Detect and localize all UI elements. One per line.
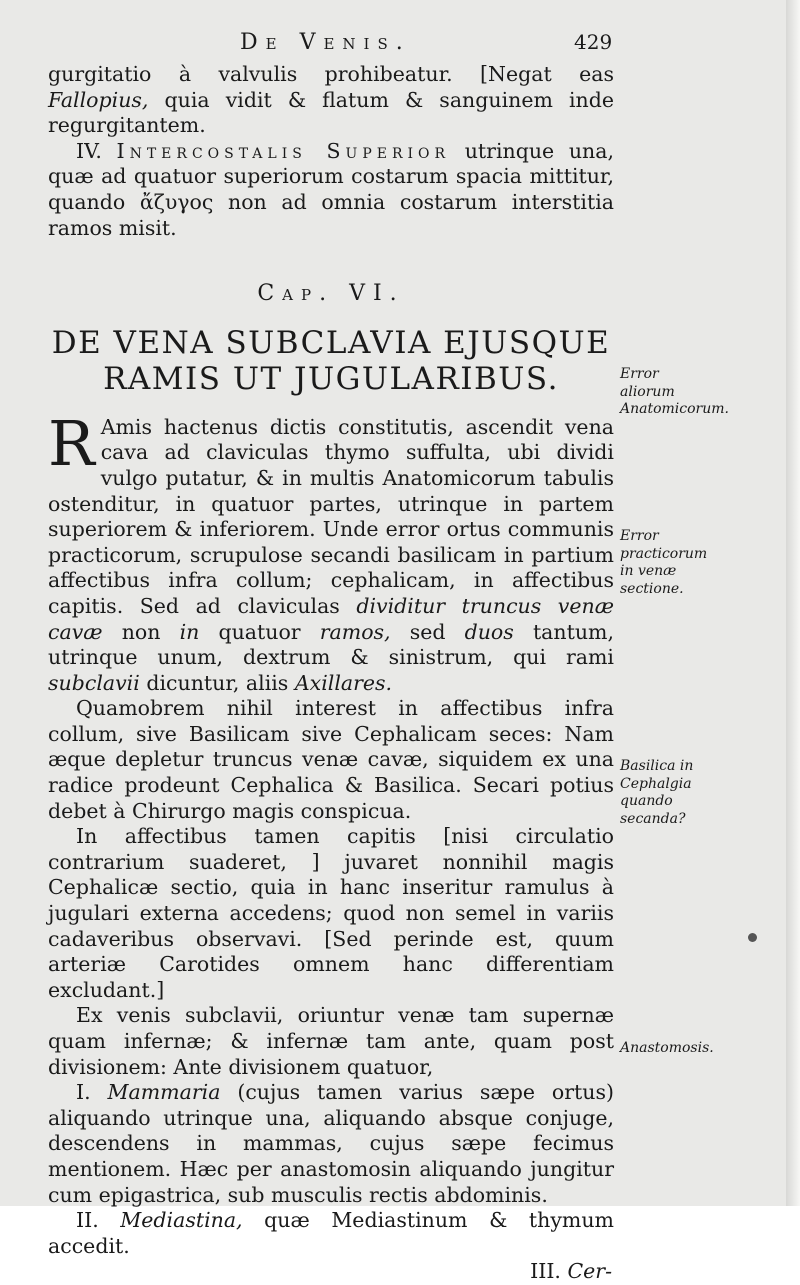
term-mediastina: Mediastina,	[120, 1208, 243, 1233]
name-fallopius: Fallopius,	[48, 87, 149, 112]
term-mammaria: Mammaria	[107, 1080, 221, 1105]
continuation-paragraph: gurgitatio à valvulis prohibeatur. [Negat eas Fallopius, quia vidit & flatum & sanguinem inde regurgitantem.	[48, 62, 614, 138]
item-mammaria: I. Mammaria (cujus tamen varius sæpe ortus) aliquando utrinque una, aliquando absque conjuge, descendens in mammas, cujus sæpe fecimus mentionem. Hæc per anastomosin aliquando jungitur cum epigastrica, sub musculis rectis abdominis.	[48, 1080, 614, 1207]
main-text	[48, 62, 614, 1285]
chapter-title: DE VENA SUBCLAVIA EJUSQUE RAMIS UT JUGULARIBUS.	[51, 324, 611, 397]
paragraph-1: R Amis hactenus dictis constitutis, ascendit vena cava ad claviculas thymo suffulta, ubi dividi vulgo putatur, & in multis Anatomicorum tabulis ostenditur, in quatuor partes, utrinque in partem superiorem & inferiorem. Unde error ortus communis practicorum, scrupulose secandi basilicam in partium affectibus infra collum; cephalicam, in affectibus capitis. Sed ad claviculas dividitur truncus venæ cavæ non in quatuor ramos, sed duos tantum, utrinque unum, dextrum & sinistrum, qui rami subclavii dicuntur, aliis Axillares.	[48, 406, 614, 695]
drop-cap: R	[48, 406, 95, 480]
catchword: III. Cer-	[530, 1259, 612, 1284]
page-number: 429	[574, 30, 613, 54]
running-head	[0, 30, 800, 64]
item-mediastina: II. Mediastina, quæ Mediastinum & thymum accedit.	[48, 1208, 614, 1258]
margin-note-basilica: Basilica in Cephalgia quando secanda?	[620, 758, 694, 827]
page-gutter	[786, 0, 800, 1206]
paragraph-3: In affectibus tamen capitis [nisi circulatio contrarium suaderet, ] juvaret nonnihil magis Cephalicæ sectio, quia in hanc inseritur ramulus à jugulari externa accedens; quod non semel in variis cadaveribus observavi. [Sed perinde est, quum arteriæ Carotides omnem hanc differentiam excludant.]	[48, 824, 614, 1002]
margin-note-anastomosis: Anastomosis.	[620, 1040, 714, 1056]
chapter-label: Cap. VI.	[257, 281, 405, 307]
ink-spot	[748, 933, 757, 942]
margin-note-anatomists-error: Error aliorum Anatomicorum.	[620, 366, 729, 417]
section-iv-heading: Intercostalis Superior	[116, 138, 451, 163]
margin-note-practitioners-error: Error practicorum in venæ sectione.	[620, 528, 708, 597]
paragraph-2: Quamobrem nihil interest in affectibus infra collum, sive Basilicam sive Cephalicam seces: Nam æque depletur truncus venæ cavæ, siquidem ex una radice prodeunt Cephalica & Basilica. Secari potius debet à Chirurgo magis conspicua.	[48, 696, 614, 823]
paragraph-4: Ex venis subclavii, oriuntur venæ tam supernæ quam infernæ; & infernæ tam ante, quam post divisionem: Ante divisionem quatuor,	[48, 1003, 614, 1079]
running-title: De Venis.	[240, 30, 411, 55]
section-iv-paragraph: IV. Intercostalis Superior utrinque una, quæ ad quatuor superiorum costarum spacia mittitur, quando ἄζυγος non ad omnia costarum interstitia ramos misit.	[48, 138, 614, 240]
